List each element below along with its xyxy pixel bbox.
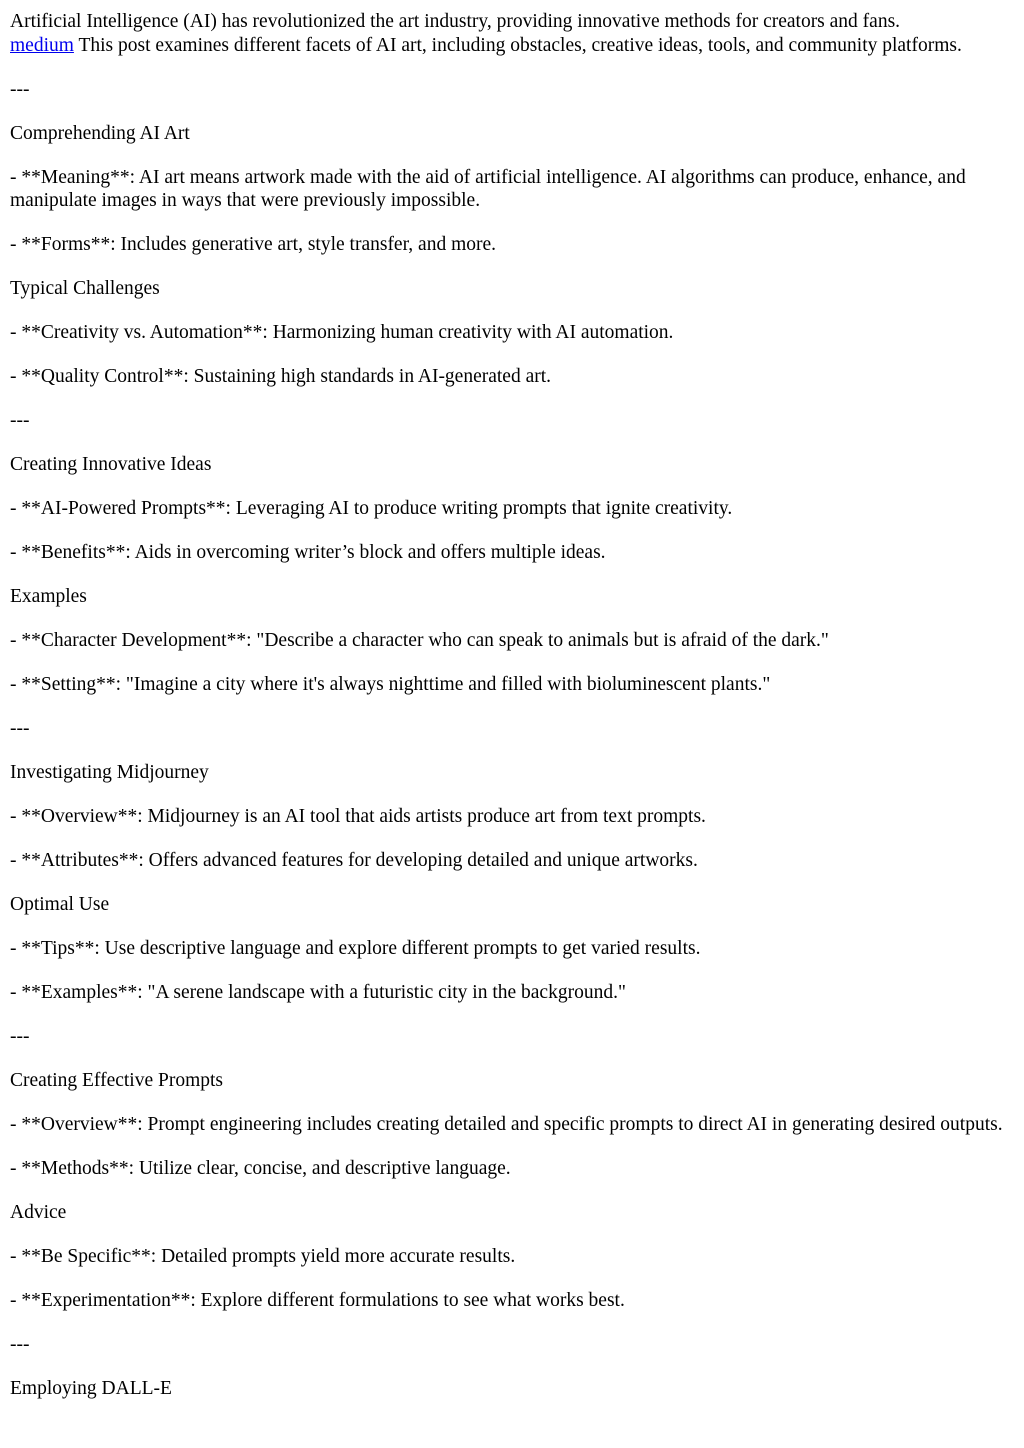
sub-heading-examples: Examples: [10, 586, 87, 607]
list-item: - **Quality Control**: Sustaining high standards in AI-generated art.: [10, 366, 552, 387]
section-heading-prompts: Creating Effective Prompts: [10, 1070, 224, 1091]
section-heading-ideas: Creating Innovative Ideas: [10, 454, 212, 475]
list-item: - **Overview**: Prompt engineering includes creating detailed and specific prompts to direct AI in generating desired outputs.: [10, 1114, 1003, 1135]
list-item: - **Creativity vs. Automation**: Harmonizing human creativity with AI automation.: [10, 322, 674, 343]
separator: ---: [10, 718, 30, 739]
list-item: - **Be Specific**: Detailed prompts yield more accurate results.: [10, 1246, 516, 1267]
list-item: - **Attributes**: Offers advanced features for developing detailed and unique artworks.: [10, 850, 698, 871]
list-item: - **Methods**: Utilize clear, concise, and descriptive language.: [10, 1158, 511, 1179]
intro-text: Artificial Intelligence (AI) has revolutionized the art industry, providing innovative methods for creators and fans.: [10, 11, 901, 32]
list-item: - **Meaning**: AI art means artwork made with the aid of artificial intelligence. AI algorithms can produce, enhance, and manipulate images in ways that were previously impossible.: [10, 166, 966, 211]
list-item: - **Forms**: Includes generative art, style transfer, and more.: [10, 234, 497, 255]
list-item: - **Character Development**: "Describe a character who can speak to animals but is afraid of the dark.": [10, 630, 829, 651]
list-item: - **Tips**: Use descriptive language and explore different prompts to get varied results.: [10, 938, 701, 959]
intro-paragraph: [10, 10, 1014, 57]
separator: ---: [10, 78, 30, 100]
separator: ---: [10, 410, 30, 431]
section-heading-comprehending: Comprehending AI Art: [10, 122, 190, 144]
medium-link[interactable]: medium: [10, 34, 74, 56]
list-item: - **Setting**: "Imagine a city where it's always nighttime and filled with bioluminescent plants.": [10, 674, 771, 695]
list-item: - **Overview**: Midjourney is an AI tool that aids artists produce art from text prompts.: [10, 806, 706, 827]
list-item: - **Experimentation**: Explore different formulations to see what works best.: [10, 1290, 625, 1311]
separator: ---: [10, 1026, 30, 1047]
section-heading-dalle: Employing DALL-E: [10, 1378, 172, 1399]
list-item: - **Examples**: "A serene landscape with a futuristic city in the background.": [10, 982, 626, 1003]
sub-heading-optimal-use: Optimal Use: [10, 894, 110, 915]
list-item: - **Benefits**: Aids in overcoming writer’s block and offers multiple ideas.: [10, 542, 606, 563]
separator: ---: [10, 1334, 30, 1355]
sub-heading-advice: Advice: [10, 1202, 67, 1223]
section-heading-midjourney: Investigating Midjourney: [10, 762, 209, 783]
intro-text-continued: This post examines different facets of AI art, including obstacles, creative ideas, tools, and community platforms.: [73, 34, 962, 56]
sub-heading-challenges: Typical Challenges: [10, 278, 160, 299]
list-item: - **AI-Powered Prompts**: Leveraging AI to produce writing prompts that ignite creativity.: [10, 498, 733, 519]
